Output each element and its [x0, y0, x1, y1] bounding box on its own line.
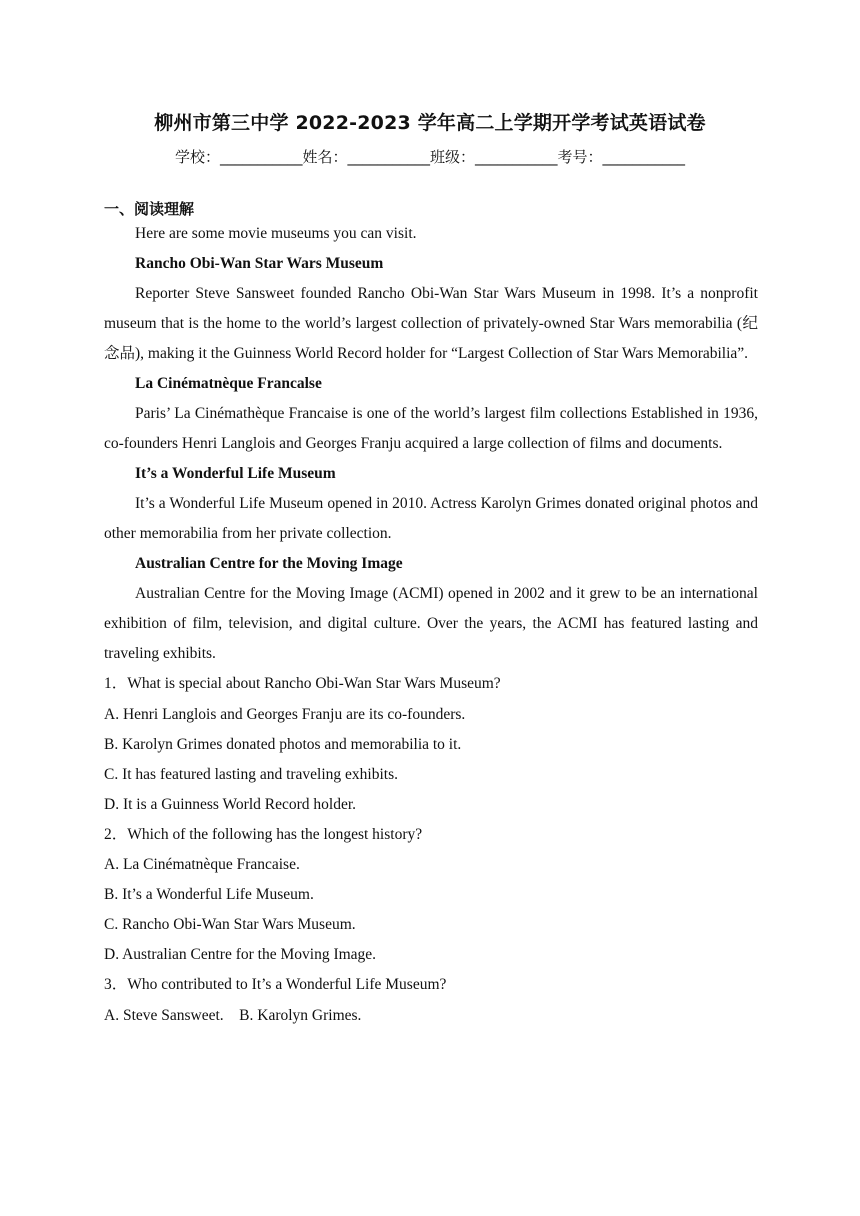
exam-title: 柳州市第三中学 2022-2023 学年高二上学期开学考试英语试卷	[154, 112, 706, 134]
question-option: D. Australian Centre for the Moving Image.	[104, 946, 377, 963]
question-option: B. Karolyn Grimes donated photos and memorabilia to it.	[104, 735, 462, 753]
museum-paragraph: It’s a Wonderful Life Museum opened in 2010. Actress Karolyn Grimes donated original photos and other memorabilia from her private collection.	[104, 495, 758, 542]
student-info-line: 学校：___________姓名：___________班级：___________考号：___________	[174, 148, 685, 166]
question-option: D. It is a Guinness World Record holder.	[104, 795, 357, 813]
question-option: C. Rancho Obi-Wan Star Wars Museum.	[104, 916, 356, 933]
museum-heading: Australian Centre for the Moving Image	[135, 555, 403, 572]
section-heading: 一、阅读理解	[104, 200, 195, 218]
question-option: A. La Cinématnèque Francaise.	[104, 856, 300, 873]
question-option: A. Steve Sansweet. B. Karolyn Grimes.	[104, 1006, 362, 1024]
museum-paragraph: Australian Centre for the Moving Image (ACMI) opened in 2002 and it grew to be an international exhibition of film, television, and digital culture. Over the years, the ACMI has featured lasting and traveling exhibits.	[104, 585, 758, 662]
question-option: A. Henri Langlois and Georges Franju are its co-founders.	[104, 705, 466, 723]
museum-paragraph: Reporter Steve Sansweet founded Rancho Obi-Wan Star Wars Museum in 1998. It’s a nonprofit museum that is the home to the world’s largest collection of privately-owned Star Wars memorabilia (纪念品), making it the Guinness World Record holder for “Largest Collection of Star Wars Memorabilia”.	[104, 285, 758, 362]
question-option: C. It has featured lasting and traveling exhibits.	[104, 765, 398, 783]
museum-heading: La Cinématnèque Francalse	[135, 375, 322, 392]
question-stem: 3．Who contributed to It’s a Wonderful Life Museum?	[104, 976, 447, 993]
passage-intro: Here are some movie museums you can visit.	[135, 225, 417, 242]
museum-heading: Rancho Obi-Wan Star Wars Museum	[135, 255, 384, 272]
museum-paragraph: Paris’ La Cinémathèque Francaise is one of the world’s largest film collections Established in 1936, co-founders Henri Langlois and Georges Franju acquired a large collection of films and documents.	[104, 405, 758, 452]
museum-heading: It’s a Wonderful Life Museum	[135, 465, 336, 482]
question-stem: 1．What is special about Rancho Obi-Wan Star Wars Museum?	[104, 675, 501, 692]
question-option: B. It’s a Wonderful Life Museum.	[104, 886, 314, 903]
reading-body	[104, 219, 758, 1031]
question-stem: 2．Which of the following has the longest history?	[104, 825, 423, 843]
